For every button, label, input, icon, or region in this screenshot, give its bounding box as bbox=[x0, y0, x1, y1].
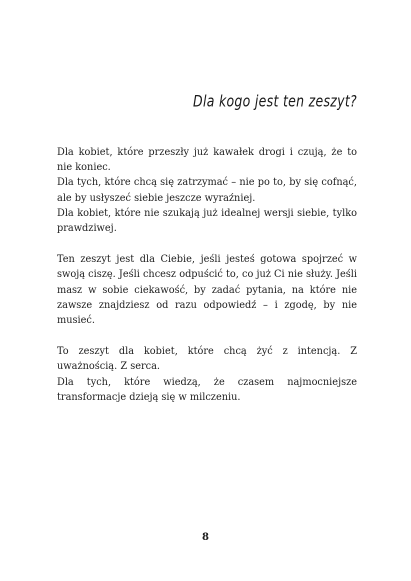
paragraph-line: Dla tych, które wiedzą, że czasem najmocniejsze transformacje dzieją się w milczeniu. bbox=[57, 376, 357, 403]
paragraph-line: Dla kobiet, które nie szukają już idealnej wersji siebie, tylko prawdziwej. bbox=[57, 207, 357, 235]
paragraph-2 bbox=[57, 252, 357, 328]
paragraph-line: Dla kobiet, które przeszły już kawałek drogi i czują, że to nie koniec. bbox=[57, 147, 357, 174]
page-heading: Dla kogo jest ten zeszyt? bbox=[193, 91, 357, 111]
body-text bbox=[57, 145, 357, 421]
paragraph-line: Dla tych, które chcą się zatrzymać – nie po to, by się cofnąć, ale by usłyszeć siebie jeszcze wyraźniej. bbox=[57, 177, 357, 204]
paragraph-line: Ten zeszyt jest dla Ciebie, jeśli jesteś gotowa spojrzeć w swoją ciszę. Jeśli chcesz odpuścić to, co już Ci nie służy. Jeśli masz w sobie ciekawość, by zadać pytania, na które nie zawsze znajdziesz od razu odpowiedź – i zgodę, by nie musieć. bbox=[57, 254, 357, 327]
paragraph-3 bbox=[57, 344, 357, 405]
paragraph-line: To zeszyt dla kobiet, które chcą żyć z intencją. Z uważnością. Z serca. bbox=[57, 346, 357, 373]
paragraph-1 bbox=[57, 145, 357, 236]
page-number: 8 bbox=[202, 532, 209, 543]
